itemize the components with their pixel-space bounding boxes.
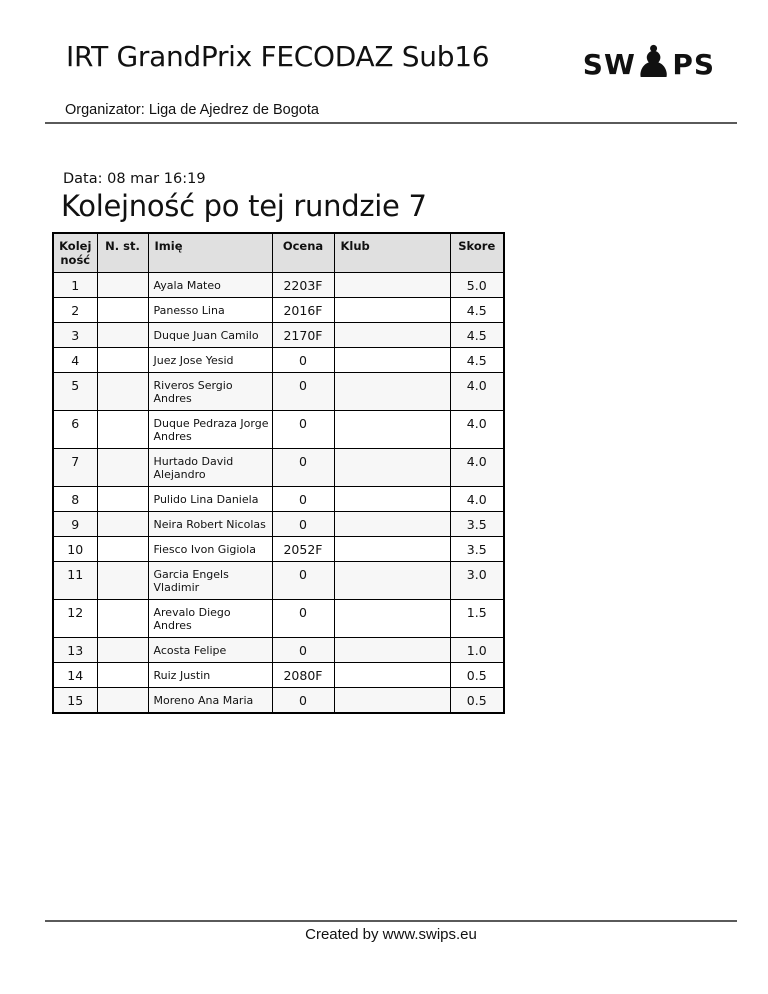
table-row: [53, 663, 504, 688]
club-cell: [334, 562, 450, 600]
name-cell: Arevalo Diego Andres: [148, 600, 272, 638]
club-cell: [334, 273, 450, 298]
column-header-name: Imię: [148, 233, 272, 273]
name-cell: Moreno Ana Maria: [148, 688, 272, 714]
rank-cell: 13: [53, 638, 97, 663]
score-cell: 5.0: [450, 273, 504, 298]
rating-cell: 2203F: [272, 273, 334, 298]
table-row: [53, 323, 504, 348]
page-title: IRT GrandPrix FECODAZ Sub16: [66, 40, 490, 73]
column-header-club: Klub: [334, 233, 450, 273]
name-cell: Acosta Felipe: [148, 638, 272, 663]
start-no-cell: [97, 323, 148, 348]
start-no-cell: [97, 512, 148, 537]
score-cell: 3.0: [450, 562, 504, 600]
start-no-cell: [97, 487, 148, 512]
table-row: [53, 298, 504, 323]
table-row: [53, 562, 504, 600]
name-cell: Garcia Engels Vladimir: [148, 562, 272, 600]
table-row: [53, 638, 504, 663]
rank-cell: 10: [53, 537, 97, 562]
rank-cell: 2: [53, 298, 97, 323]
rank-cell: 5: [53, 373, 97, 411]
rank-cell: 9: [53, 512, 97, 537]
score-cell: 4.5: [450, 298, 504, 323]
club-cell: [334, 663, 450, 688]
club-cell: [334, 298, 450, 323]
score-cell: 4.0: [450, 487, 504, 512]
club-cell: [334, 373, 450, 411]
rank-cell: 1: [53, 273, 97, 298]
table-row: [53, 537, 504, 562]
table-row: [53, 487, 504, 512]
score-cell: 3.5: [450, 512, 504, 537]
column-header-rank: Kolejność: [53, 233, 97, 273]
name-cell: Riveros Sergio Andres: [148, 373, 272, 411]
rank-cell: 14: [53, 663, 97, 688]
table-row: [53, 600, 504, 638]
name-cell: Juez Jose Yesid: [148, 348, 272, 373]
score-cell: 4.0: [450, 449, 504, 487]
rating-cell: 2016F: [272, 298, 334, 323]
column-header-score: Skore: [450, 233, 504, 273]
rating-cell: 2170F: [272, 323, 334, 348]
rank-cell: 15: [53, 688, 97, 714]
rating-cell: 0: [272, 688, 334, 714]
rank-cell: 4: [53, 348, 97, 373]
club-cell: [334, 638, 450, 663]
start-no-cell: [97, 449, 148, 487]
start-no-cell: [97, 638, 148, 663]
name-cell: Hurtado David Alejandro: [148, 449, 272, 487]
table-header: [53, 233, 504, 273]
start-no-cell: [97, 373, 148, 411]
score-cell: 0.5: [450, 688, 504, 714]
footer: [45, 920, 737, 943]
rating-cell: 0: [272, 411, 334, 449]
start-no-cell: [97, 663, 148, 688]
table-row: [53, 688, 504, 714]
table-header-row: [53, 233, 504, 273]
score-cell: 4.5: [450, 348, 504, 373]
score-cell: 1.5: [450, 600, 504, 638]
rating-cell: 0: [272, 562, 334, 600]
score-cell: 0.5: [450, 663, 504, 688]
rating-cell: 0: [272, 638, 334, 663]
club-cell: [334, 323, 450, 348]
organizer-line: Organizator: Liga de Ajedrez de Bogota: [65, 102, 319, 118]
start-no-cell: [97, 600, 148, 638]
club-cell: [334, 537, 450, 562]
column-header-rating: Ocena: [272, 233, 334, 273]
header-rule: [45, 102, 737, 124]
date-label: Data: 08 mar 16:19: [63, 171, 206, 187]
column-header-start-no: N. st.: [97, 233, 148, 273]
score-cell: 3.5: [450, 537, 504, 562]
masthead: [45, 37, 737, 88]
name-cell: Duque Juan Camilo: [148, 323, 272, 348]
rating-cell: 0: [272, 449, 334, 487]
name-cell: Duque Pedraza Jorge Andres: [148, 411, 272, 449]
rating-cell: 0: [272, 512, 334, 537]
rank-cell: 11: [53, 562, 97, 600]
start-no-cell: [97, 273, 148, 298]
club-cell: [334, 348, 450, 373]
club-cell: [334, 411, 450, 449]
rating-cell: 0: [272, 373, 334, 411]
rating-cell: 2080F: [272, 663, 334, 688]
name-cell: Fiesco Ivon Gigiola: [148, 537, 272, 562]
table-row: [53, 273, 504, 298]
logo-text-right: PS: [672, 48, 715, 81]
standings-table-body: [53, 273, 504, 714]
start-no-cell: [97, 348, 148, 373]
club-cell: [334, 688, 450, 714]
start-no-cell: [97, 688, 148, 714]
club-cell: [334, 600, 450, 638]
club-cell: [334, 487, 450, 512]
rank-cell: 8: [53, 487, 97, 512]
rating-cell: 0: [272, 600, 334, 638]
name-cell: Pulido Lina Daniela: [148, 487, 272, 512]
rank-cell: 7: [53, 449, 97, 487]
rating-cell: 0: [272, 487, 334, 512]
score-cell: 4.0: [450, 411, 504, 449]
club-cell: [334, 512, 450, 537]
standings-heading: Kolejność po tej rundzie 7: [61, 189, 427, 223]
score-cell: 4.5: [450, 323, 504, 348]
table-row: [53, 373, 504, 411]
rank-cell: 12: [53, 600, 97, 638]
start-no-cell: [97, 537, 148, 562]
standings-table: [52, 232, 505, 714]
score-cell: 4.0: [450, 373, 504, 411]
table-row: [53, 411, 504, 449]
rank-cell: 6: [53, 411, 97, 449]
start-no-cell: [97, 298, 148, 323]
club-cell: [334, 449, 450, 487]
score-cell: 1.0: [450, 638, 504, 663]
table-row: [53, 512, 504, 537]
rank-cell: 3: [53, 323, 97, 348]
start-no-cell: [97, 562, 148, 600]
logo-text-left: SW: [582, 48, 636, 81]
rating-cell: 2052F: [272, 537, 334, 562]
rating-cell: 0: [272, 348, 334, 373]
swips-logo: SW ♟ PS: [582, 37, 715, 88]
name-cell: Panesso Lina: [148, 298, 272, 323]
table-row: [53, 348, 504, 373]
start-no-cell: [97, 411, 148, 449]
footer-credit: Created by www.swips.eu: [305, 926, 477, 943]
name-cell: Neira Robert Nicolas: [148, 512, 272, 537]
name-cell: Ruiz Justin: [148, 663, 272, 688]
name-cell: Ayala Mateo: [148, 273, 272, 298]
table-row: [53, 449, 504, 487]
